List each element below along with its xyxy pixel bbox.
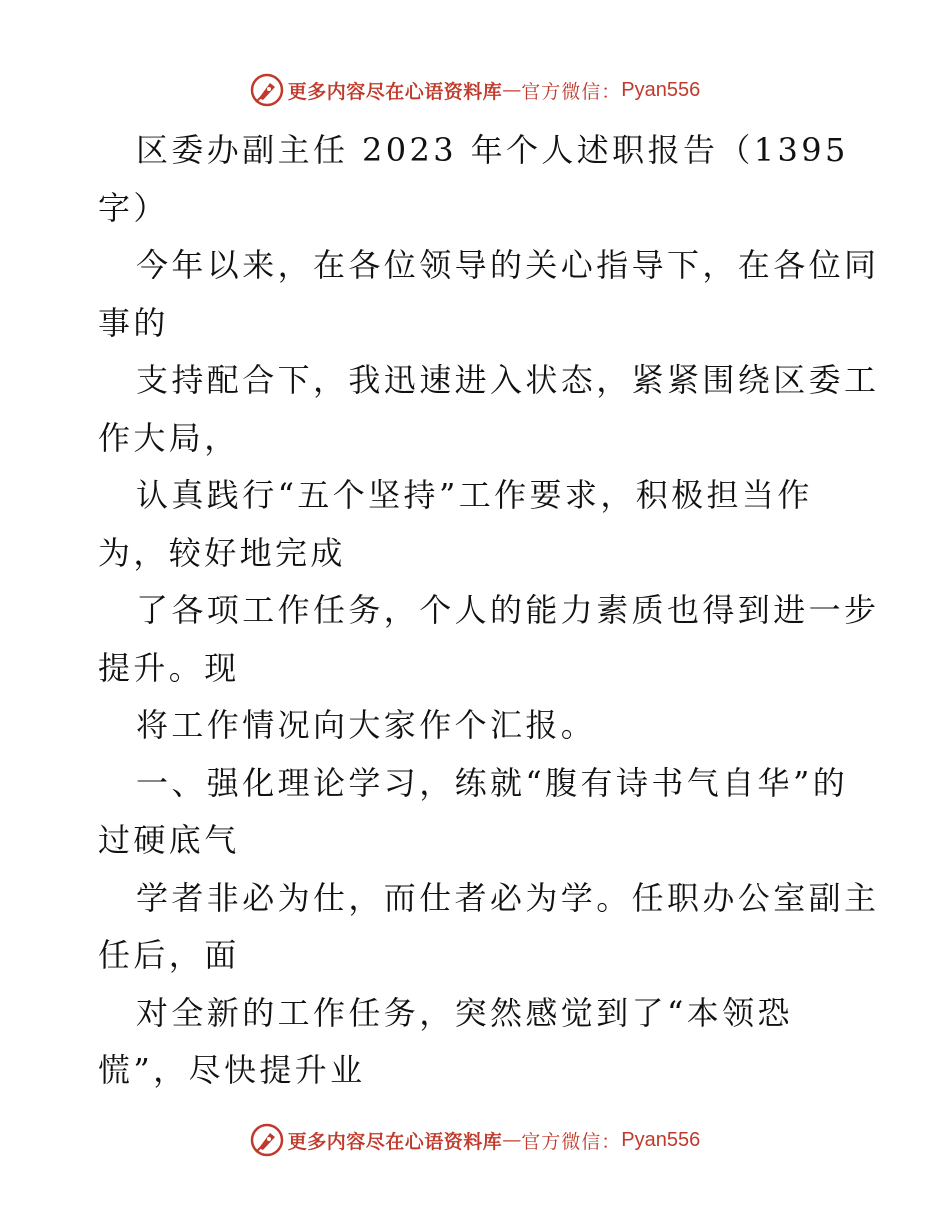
paragraph-line: 认真践行“五个坚持”工作要求，积极担当作 bbox=[136, 476, 813, 514]
paragraph-line: 作大局， bbox=[98, 418, 240, 457]
document-body bbox=[98, 122, 880, 1100]
title-line-2: 字） bbox=[98, 188, 169, 227]
footer-banner bbox=[0, 1120, 950, 1160]
section-heading-line-1: 一、强化理论学习，练就“腹有诗书气自华”的 bbox=[136, 763, 849, 802]
banner-main-text: 更多内容尽在心语资料库 bbox=[287, 80, 503, 103]
banner-wechat-label: 官方微信： bbox=[521, 1130, 622, 1153]
title-line-1: 区委办副主任 2023 年个人述职报告（1395 bbox=[136, 131, 849, 169]
paragraph-line: 将工作情况向大家作个汇报。 bbox=[136, 706, 597, 744]
paragraph-line: 慌”，尽快提升业 bbox=[98, 1051, 366, 1089]
banner-wechat-id: Pyan556 bbox=[621, 78, 701, 101]
banner-main-text: 更多内容尽在心语资料库 bbox=[287, 1130, 503, 1153]
paragraph-line: 学者非必为仕，而仕者必为学。任职办公室副主 bbox=[136, 878, 880, 917]
paragraph-line: 提升。现 bbox=[98, 648, 240, 687]
paragraph-line: 任后，面 bbox=[98, 936, 240, 974]
paragraph-line: 事的 bbox=[98, 303, 169, 342]
banner-wechat-label: 官方微信： bbox=[521, 80, 622, 103]
banner-wechat-id: Pyan556 bbox=[621, 1128, 701, 1151]
paragraph-line: 了各项工作任务，个人的能力素质也得到进一步 bbox=[136, 591, 880, 629]
pen-nib-circle-icon bbox=[250, 73, 284, 107]
pen-nib-circle-icon bbox=[250, 1123, 284, 1157]
banner-dash: — bbox=[502, 79, 522, 101]
paragraph-line: 对全新的工作任务，突然感觉到了“本领恐 bbox=[136, 993, 793, 1032]
paragraph-line: 为，较好地完成 bbox=[98, 533, 346, 572]
paragraph-line: 支持配合下，我迅速进入状态，紧紧围绕区委工 bbox=[136, 361, 880, 399]
banner-dash: — bbox=[502, 1129, 522, 1151]
section-heading-line-2: 过硬底气 bbox=[98, 821, 240, 859]
header-banner bbox=[0, 70, 950, 110]
paragraph-line: 今年以来，在各位领导的关心指导下，在各位同 bbox=[136, 246, 880, 284]
